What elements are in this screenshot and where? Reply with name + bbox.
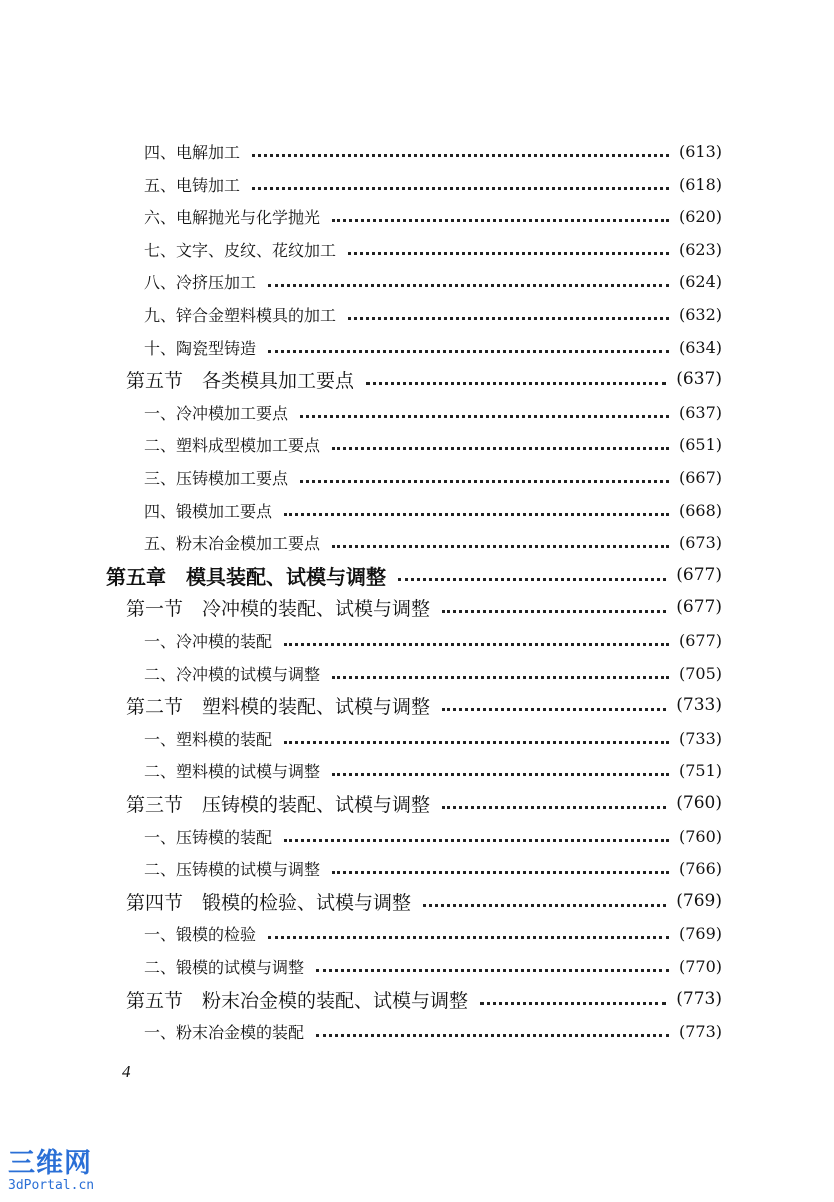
toc-entry-page: (677) — [676, 565, 722, 585]
toc-item-row — [144, 626, 722, 654]
toc-entry-page: (623) — [678, 239, 722, 259]
toc-item-row — [144, 398, 722, 426]
toc-leader-dots — [348, 317, 669, 320]
toc-entry-title: 三、压铸模加工要点 — [144, 468, 289, 488]
toc-leader-dots — [252, 187, 669, 190]
toc-item-row — [144, 496, 722, 524]
toc-entry-title: 六、电解抛光与化学抛光 — [144, 207, 321, 227]
toc-entry-title: 第三节 压铸模的装配、试模与调整 — [126, 793, 431, 816]
toc-entry-page: (766) — [678, 858, 722, 878]
toc-entry-page: (673) — [678, 532, 722, 552]
toc-leader-dots — [442, 708, 666, 711]
toc-entry-title: 八、冷挤压加工 — [144, 272, 257, 292]
toc-entry-title: 九、锌合金塑料模具的加工 — [144, 305, 337, 325]
toc-leader-dots — [284, 741, 669, 744]
toc-entry-page: (667) — [678, 467, 722, 487]
toc-leader-dots — [284, 643, 669, 646]
toc-item-row — [144, 202, 722, 230]
toc-entry-page: (632) — [678, 304, 722, 324]
toc-entry-page: (769) — [678, 923, 722, 943]
toc-entry-title: 一、粉末冶金模的装配 — [144, 1022, 305, 1042]
toc-entry-page: (613) — [678, 141, 722, 161]
toc-leader-dots — [332, 545, 669, 548]
toc-leader-dots — [300, 415, 669, 418]
toc-item-row — [144, 463, 722, 491]
toc-leader-dots — [284, 513, 669, 516]
toc-entry-page: (770) — [678, 956, 722, 976]
toc-entry-page: (668) — [678, 500, 722, 520]
toc-entry-title: 第一节 冷冲模的装配、试模与调整 — [126, 597, 431, 620]
toc-leader-dots — [332, 447, 669, 450]
toc-entry-title: 第五章 模具装配、试模与调整 — [106, 564, 386, 589]
toc-entry-title: 七、文字、皮纹、花纹加工 — [144, 240, 337, 260]
toc-entry-page: (769) — [676, 891, 722, 911]
toc-leader-dots — [332, 871, 669, 874]
toc-entry-page: (620) — [678, 206, 722, 226]
toc-entry-page: (637) — [678, 402, 722, 422]
toc-leader-dots — [316, 969, 669, 972]
toc-entry-page: (733) — [676, 695, 722, 715]
toc-entry-title: 十、陶瓷型铸造 — [144, 338, 257, 358]
toc-entry-page: (760) — [676, 793, 722, 813]
toc-item-row — [144, 235, 722, 263]
toc-entry-title: 一、塑料模的装配 — [144, 729, 273, 749]
toc-item-row — [144, 333, 722, 361]
toc-entry-page: (677) — [678, 630, 722, 650]
toc-leader-dots — [268, 936, 669, 939]
toc-item-row — [144, 300, 722, 328]
toc-leader-dots — [268, 284, 669, 287]
watermark-url: 3dPortal.cn — [8, 1178, 95, 1193]
toc-leader-dots — [480, 1002, 666, 1005]
toc-entry-title: 一、锻模的检验 — [144, 924, 257, 944]
toc-entry-title: 一、冷冲模加工要点 — [144, 403, 289, 423]
toc-item-row — [144, 1017, 722, 1045]
toc-leader-dots — [332, 773, 669, 776]
toc-item-row — [144, 756, 722, 784]
toc-leader-dots — [442, 610, 666, 613]
site-watermark — [8, 1150, 108, 1198]
toc-item-row — [144, 919, 722, 947]
toc-leader-dots — [268, 350, 669, 353]
toc-entry-title: 四、电解加工 — [144, 142, 241, 162]
toc-entry-title: 五、电铸加工 — [144, 175, 241, 195]
toc-item-row — [144, 724, 722, 752]
page-number: 4 — [122, 1062, 131, 1081]
toc-entry-title: 四、锻模加工要点 — [144, 501, 273, 521]
toc-entry-title: 五、粉末冶金模加工要点 — [144, 533, 321, 553]
toc-entry-page: (637) — [676, 369, 722, 389]
toc-entry-page: (760) — [678, 826, 722, 846]
toc-item-row — [144, 854, 722, 882]
toc-entry-page: (624) — [678, 271, 722, 291]
toc-section-row — [126, 365, 722, 393]
toc-item-row — [144, 659, 722, 687]
toc-section-row — [126, 887, 722, 915]
toc-item-row — [144, 137, 722, 165]
toc-leader-dots — [348, 252, 669, 255]
toc-entry-title: 二、压铸模的试模与调整 — [144, 859, 321, 879]
toc-leader-dots — [332, 219, 669, 222]
toc-leader-dots — [252, 154, 669, 157]
toc-entry-page: (773) — [678, 1021, 722, 1041]
toc-section-row — [126, 985, 722, 1013]
toc-leader-dots — [300, 480, 669, 483]
toc-entry-title: 一、压铸模的装配 — [144, 827, 273, 847]
toc-leader-dots — [316, 1034, 669, 1037]
toc-item-row — [144, 267, 722, 295]
toc-entry-page: (751) — [678, 760, 722, 780]
toc-item-row — [144, 528, 722, 556]
toc-entry-title: 二、冷冲模的试模与调整 — [144, 664, 321, 684]
toc-entry-page: (651) — [678, 434, 722, 454]
toc-leader-dots — [332, 676, 669, 679]
toc-leader-dots — [398, 578, 666, 581]
toc-entry-page: (705) — [678, 663, 722, 683]
toc-chapter-row — [106, 561, 722, 589]
toc-item-row — [144, 430, 722, 458]
toc-leader-dots — [442, 806, 666, 809]
toc-item-row — [144, 822, 722, 850]
toc-entry-page: (677) — [676, 597, 722, 617]
toc-item-row — [144, 952, 722, 980]
toc-section-row — [126, 691, 722, 719]
toc-entry-title: 第二节 塑料模的装配、试模与调整 — [126, 695, 431, 718]
toc-leader-dots — [423, 904, 666, 907]
toc-item-row — [144, 170, 722, 198]
toc-entry-page: (634) — [678, 337, 722, 357]
toc-entry-title: 第五节 粉末冶金模的装配、试模与调整 — [126, 989, 469, 1012]
toc-leader-dots — [284, 839, 669, 842]
toc-leader-dots — [366, 382, 666, 385]
toc-entry-title: 第四节 锻模的检验、试模与调整 — [126, 891, 412, 914]
toc-entry-page: (733) — [678, 728, 722, 748]
toc-entry-title: 二、锻模的试模与调整 — [144, 957, 305, 977]
toc-entry-page: (773) — [676, 989, 722, 1009]
toc-entry-title: 二、塑料成型模加工要点 — [144, 435, 321, 455]
toc-entry-page: (618) — [678, 174, 722, 194]
toc-entry-title: 二、塑料模的试模与调整 — [144, 761, 321, 781]
toc-entry-title: 第五节 各类模具加工要点 — [126, 369, 355, 392]
toc-section-row — [126, 593, 722, 621]
toc-section-row — [126, 789, 722, 817]
toc-entry-title: 一、冷冲模的装配 — [144, 631, 273, 651]
watermark-logo-text: 三维网 — [8, 1148, 92, 1179]
